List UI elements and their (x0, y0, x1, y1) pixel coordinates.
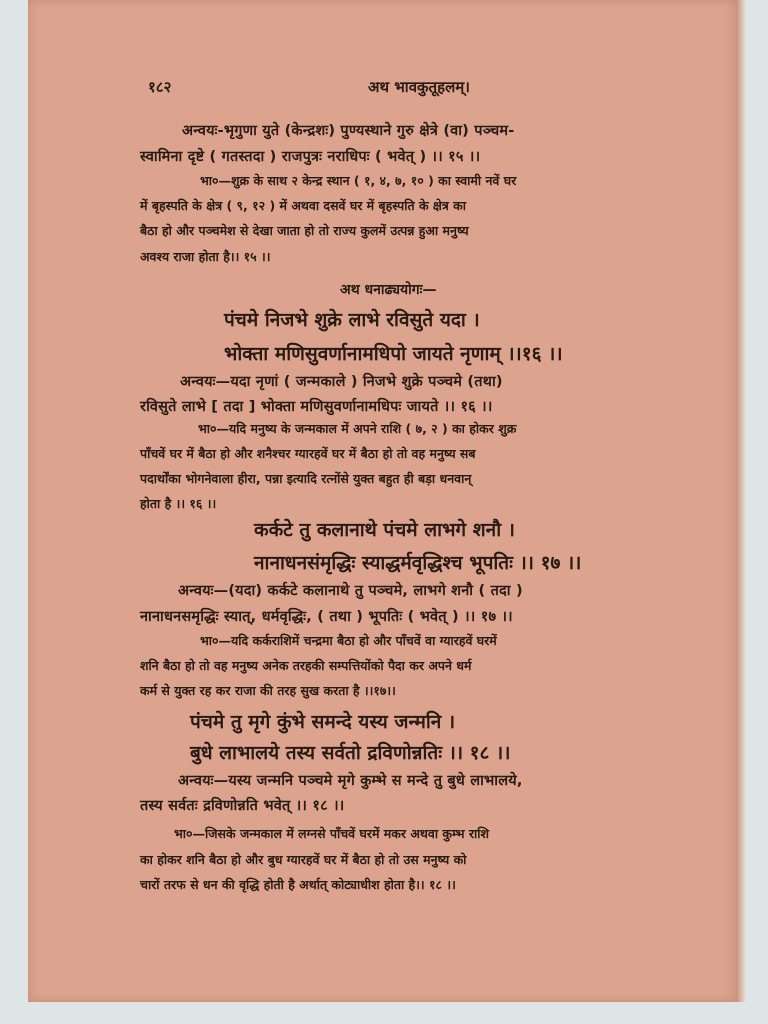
anvaya-15-line-1: अन्वयः-भृगुणा युते (केन्द्रशः) पुण्यस्थाने गुरु क्षेत्रे (वा) पञ्चम- (182, 123, 515, 139)
bhasha-15-line-4: अवश्य राजा होता है।। १५ ।। (140, 249, 271, 264)
verse-18-line-1: पंचमे तु मृगे कुंभे समन्दे यस्य जन्मनि । (190, 711, 456, 733)
verse-16-line-2: भोक्ता मणिसुवर्णानामधिपो जायते नृणाम् ।।१६ ।। (224, 343, 563, 365)
page-number: १८२ (148, 78, 172, 96)
bhasha-18-line-1: भा०—जिसके जन्मकाल में लग्नसे पाँचवें घरमें मकर अथवा कुम्भ राशि (174, 826, 489, 841)
bhasha-17-line-2: शनि बैठा हो तो वह मनुष्य अनेक तरहकी सम्पत्तियोंको पैदा कर अपने धर्म (140, 658, 472, 673)
bhasha-16-line-1: भा०—यदि मनुष्य के जन्मकाल में अपने राशि ( ७, २ ) का होकर शुक्र (198, 421, 517, 436)
bhasha-16-line-4: होता है ।। १६ ।। (140, 496, 217, 511)
bhasha-17-line-3: कर्म से युक्त रह कर राजा की तरह सुख करता है ।।१७।। (140, 683, 396, 698)
running-title: अथ भावकुतूहलम्। (368, 78, 470, 96)
bhasha-18-line-3: चारों तरफ से धन की वृद्धि होती है अर्थात् कोट्याधीश होता है।। १८ ।। (140, 877, 456, 892)
verse-16-line-1: पंचमे निजभे शुक्रे लाभे रविसुते यदा । (224, 309, 480, 331)
anvaya-15-line-2: स्वामिना दृष्टे ( गतस्तदा ) राजपुत्रः नराधिपः ( भवेत् ) ।। १५ ।। (140, 149, 481, 165)
bhasha-16-line-3: पदार्थोंका भोगनेवाला हीरा, पन्ना इत्यादि रत्नोंसे युक्त बहुत ही बड़ा धनवान् (140, 471, 472, 486)
bhasha-15-line-3: बैठा हो और पञ्चमेश से देखा जाता हो तो राज्य कुलमें उत्पन्न हुआ मनुष्य (140, 223, 469, 238)
book-page (28, 0, 738, 1002)
anvaya-18-line-2: तस्य सर्वतः द्रविणोन्नति भवेत् ।। १८ ।। (140, 798, 345, 814)
anvaya-16-line-1: अन्वयः—यदा नृणां ( जन्मकाले ) निजभे शुक्रे पञ्चमे (तथा) (180, 374, 503, 390)
bhasha-15-line-2: में बृहस्पति के क्षेत्र ( ९, १२ ) में अथवा दसवें घर में बृहस्पति के क्षेत्र का (140, 198, 466, 213)
section-heading: अथ धनाढ्ययोगः— (340, 282, 437, 298)
anvaya-16-line-2: रविसुते लाभे [ तदा ] भोक्ता मणिसुवर्णानामधिपः जायते ।। १६ ।। (140, 399, 493, 415)
bhasha-18-line-2: का होकर शनि बैठा हो और बुध ग्यारहवें घर में बैठा हो तो उस मनुष्य को (140, 852, 467, 867)
anvaya-18-line-1: अन्वयः—यस्य जन्मनि पञ्चमे मृगे कुम्भे स मन्दे तु बुधे लाभालये, (178, 773, 523, 789)
bhasha-17-line-1: भा०—यदि कर्कराशिमें चन्द्रमा बैठा हो और पाँचवें वा ग्यारहवें घरमें (200, 633, 497, 648)
anvaya-17-line-1: अन्वयः—(यदा) कर्कटे कलानाथे तु पञ्चमे, लाभगे शनौ ( तदा ) (178, 583, 523, 599)
bhasha-16-line-2: पाँचवें घर में बैठा हो और शनैश्चर ग्यारहवें घर में बैठा हो तो वह मनुष्य सब (140, 446, 476, 461)
verse-18-line-2: बुधे लाभालये तस्य सर्वतो द्रविणोन्नतिः ।। १८ ।। (190, 742, 511, 764)
verse-17-line-2: नानाधनसंमृद्धिः स्याद्धर्मवृद्धिश्च भूपतिः ।। १७ ।। (254, 552, 582, 574)
verse-17-line-1: कर्कटे तु कलानाथे पंचमे लाभगे शनौ । (254, 519, 515, 541)
anvaya-17-line-2: नानाधनसमृद्धिः स्यात्, धर्मवृद्धिः, ( तथा ) भूपतिः ( भवेत् ) ।। १७ ।। (140, 609, 513, 625)
bhasha-15-line-1: भा०—शुक्र के साथ २ केन्द्र स्थान ( १, ४, ७, १० ) का स्वामी नवें घर (200, 173, 517, 188)
